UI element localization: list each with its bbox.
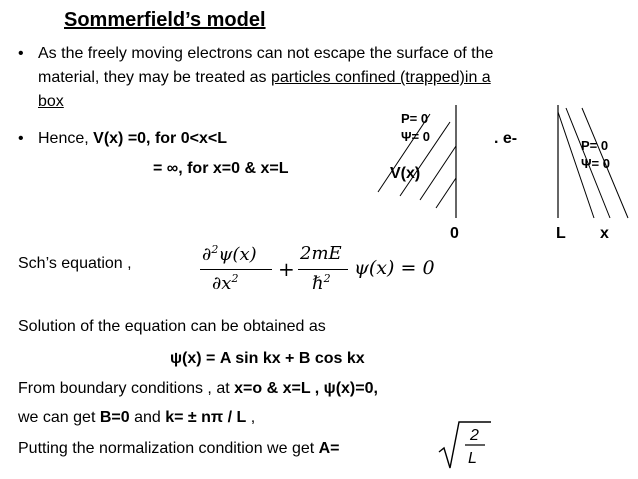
fraction-1-denominator	[212, 272, 238, 294]
bullet1-line1: As the freely moving electrons can not escape the surface of the	[38, 45, 494, 62]
potential-eq2: = ∞, for x=0 & x=L	[153, 160, 289, 177]
potential-well-diagram	[370, 100, 638, 245]
equation-rhs: ψ(x) = 0	[354, 257, 435, 279]
bc-conditions: x=o & x=L , ψ(x)=0,	[234, 380, 378, 397]
sqrt-numerator: 2	[470, 427, 479, 444]
axis-x-label: x	[600, 225, 609, 242]
page-title: Sommerfield’s model	[64, 9, 266, 31]
left-p-label: P= 0	[401, 111, 429, 126]
constants-and: and	[129, 409, 166, 426]
bullet-marker: •	[18, 45, 24, 62]
potential-eq1: V(x) =0, for 0<x<L	[93, 130, 227, 147]
bullet-marker: •	[18, 130, 24, 147]
constants-prefix: we can get	[18, 409, 100, 426]
schrodinger-equation	[200, 243, 470, 301]
potential-label: V(x)	[390, 165, 421, 182]
fraction-2-denominator	[312, 272, 331, 294]
exponent: 2	[231, 272, 239, 285]
sqrt-expression	[437, 418, 493, 472]
exponent: 2	[323, 272, 331, 285]
b-value: B=0	[99, 409, 130, 426]
bullet1-line2-underlined: particles confined (trapped)in a	[271, 69, 491, 86]
fraction-2-bar	[298, 269, 348, 270]
axis-l-label: L	[556, 225, 566, 242]
wavefunction-equation: ψ(x) = A sin kx + B cos kx	[170, 350, 365, 367]
axis-origin-label: 0	[450, 225, 459, 242]
partial-symbol: ∂	[202, 244, 212, 265]
partial-x: ∂x	[212, 273, 232, 294]
k-value: k= ± nπ / L	[165, 409, 247, 426]
fraction-1-numerator	[202, 243, 257, 265]
psi-term: ψ(x)	[218, 244, 257, 265]
left-psi-label: Ψ= 0	[401, 129, 430, 144]
fraction-2-numerator: 2mE	[300, 243, 342, 264]
normalization-line	[18, 440, 340, 458]
bullet1-line2-text: material, they may be treated as	[38, 69, 271, 86]
solution-line: Solution of the equation can be obtained as	[18, 318, 326, 335]
schrodinger-label: Sch’s equation ,	[18, 255, 132, 272]
sqrt-denominator: L	[468, 450, 477, 467]
plus-sign: +	[278, 257, 295, 281]
hbar-symbol: ℏ	[312, 273, 324, 294]
fraction-1-bar	[200, 269, 272, 270]
a-label: A=	[318, 440, 340, 457]
boundary-conditions-line	[18, 380, 378, 398]
bc-prefix: From boundary conditions , at	[18, 380, 235, 397]
electron-label: . e-	[494, 130, 518, 147]
constants-line	[18, 409, 255, 427]
bullet1-line2	[38, 69, 491, 87]
exponent: 2	[211, 243, 219, 256]
constants-suffix: ,	[246, 409, 256, 426]
bullet2-prefix: Hence,	[38, 130, 94, 147]
right-p-label: P= 0	[581, 138, 609, 153]
normalization-prefix: Putting the normalization condition we get	[18, 440, 319, 457]
bullet2-line1	[38, 130, 227, 148]
right-psi-label: Ψ= 0	[581, 156, 610, 171]
bullet1-line3: box	[38, 93, 64, 110]
